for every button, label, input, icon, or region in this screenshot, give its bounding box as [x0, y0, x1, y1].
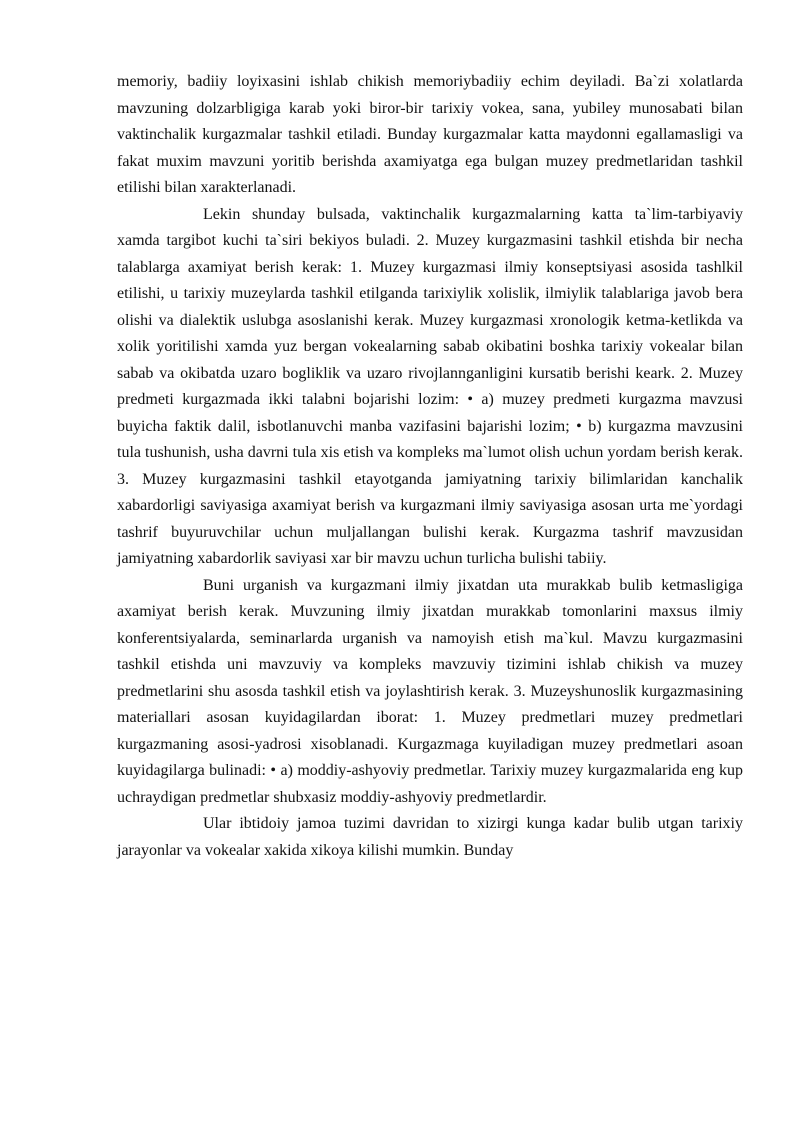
paragraph-1: memoriy, badiiy loyixasini ishlab chikish memoriybadiiy echim deyiladi. Ba`zi xolatlarda mavzuning dolzarbligiga karab yoki biror-bir tarixiy vokea, sana, yubiley munosabati bilan vaktinchalik kurgazmalar tashkil etiladi. Bunday kurgazmalar katta maydonni egallamasligi va fakat muxim mavzuni yoritib berishda axamiyatga ega bulgan muzey predmetlaridan tashkil etilishi bilan xarakterlanadi. [117, 73, 743, 196]
paragraph-2: Lekin shunday bulsada, vaktinchalik kurgazmalarning katta ta`lim-tarbiyaviy xamda targibot kuchi ta`siri bekiyos buladi. 2. Muzey kurgazmasini tashkil etishda bir necha talablarga axamiyat berish kerak: 1. Muzey kurgazmasi ilmiy konseptsiyasi asosida tashlkil etilishi, u tarixiy muzeylarda tashkil etilganda tarixiylik xolislik, ilmiylik talablariga javob bera olishi va dialektik uslubga asoslanishi kerak. Muzey kurgazmasi xronologik ketma-ketlikda va xolik yoritilishi xamda yuz bergan vokealarning sabab okibatini boshka tarixiy vokealar bilan sabab va okibatda uzaro bogliklik va uzaro rivojlannganligini kursatib berishi keark. 2. Muzey predmeti kurgazmada ikki talabni bojarishi lozim: • a) muzey predmeti kurgazma mavzusi buyicha faktik dalil, isbotlanuvchi manba vazifasini bajarishi lozim; • b) kurgazma mavzusini tula tushunish, usha davrni tula xis etish va kompleks ma`lumot olish uchun yordam berish kerak. 3. Muzey kurgazmasini tashkil etayotganda jamiyatning tarixiy bilimlaridan kanchalik xabardorligi saviyasiga axamiyat berish va kurgazmani ilmiy saviyasiga asosan urta me`yordagi tashrif buyuruvchilar uchun muljallangan bulishi kerak. Kurgazma tashrif mavzusidan jamiyatning xabardorlik saviyasi xar bir mavzu uchun turlicha bulishi tabiiy. [117, 205, 743, 567]
document-page [117, 69, 743, 864]
paragraph-3: Buni urganish va kurgazmani ilmiy jixatdan uta murakkab bulib ketmasligiga axamiyat berish kerak. Muvzuning ilmiy jixatdan murakkab tomonlarini maxsus ilmiy konferentsiyalarda, seminarlarda urganish va namoyish etish ma`kul. Mavzu kurgazmasini tashkil etishda uni mavzuviy va kompleks mavzuviy tizimini ishlab chikish va muzey predmetlarini shu asosda tashkil etish va joylashtirish kerak. 3. Muzeyshunoslik kurgazmasining materiallari asosan kuyidagilardan iborat: 1. Muzey predmetlari muzey predmetlari kurgazmaning asosi-yadrosi xisoblanadi. Kurgazmaga kuyiladigan muzey predmetlari asoan kuyidagilarga bulinadi: • a) moddiy-ashyoviy predmetlar. Tarixiy muzey kurgazmalarida eng kup uchraydigan predmetlar shubxasiz moddiy-ashyoviy predmetlardir. [117, 576, 743, 806]
paragraph-4: Ular ibtidoiy jamoa tuzimi davridan to xizirgi kunga kadar bulib utgan tarixiy jarayonlar va vokealar xakida xikoya kilishi mumkin. Bunday [117, 815, 743, 859]
